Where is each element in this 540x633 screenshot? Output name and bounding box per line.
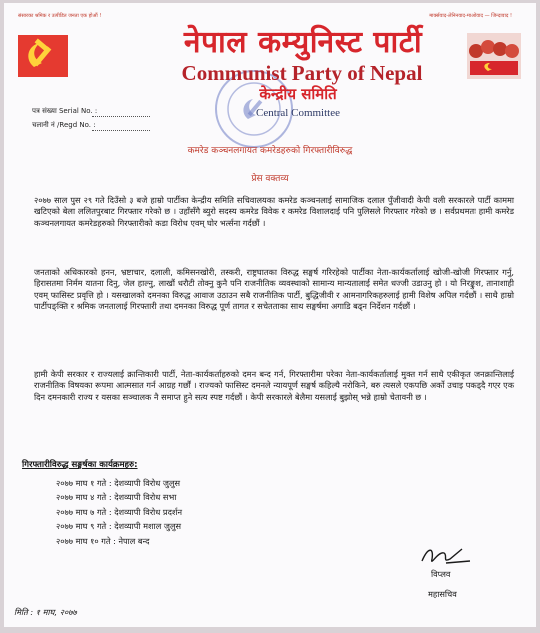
hammer-sickle-icon	[16, 31, 72, 81]
program-item: २०७७ माघ १० गते : नेपाल बन्द	[56, 535, 150, 546]
handwritten-signature	[416, 541, 476, 569]
document-type: प्रेस वक्तव्य	[251, 174, 289, 184]
slogan-right: मार्क्सवाद-लेनिनवाद-माओवाद — जिन्दावाद !	[429, 13, 512, 19]
signatory-name: विप्लव	[431, 569, 451, 579]
program-item: २०७७ माघ ४ गते : देशव्यापी विरोध सभा	[56, 492, 177, 503]
program-item: २०७७ माघ ७ गते : देशव्यापी विरोध प्रदर्शन	[56, 506, 183, 517]
serial-no-label: पत्र संख्या Serial No. :	[32, 107, 98, 115]
committee-en: Central Committee	[255, 107, 340, 119]
program-item: २०७७ माघ १ गते : देशव्यापी विरोध जुलुस	[56, 478, 181, 488]
slogan-left: संसारका श्रमिक र उत्पीडित जनता एक होऔं !	[18, 13, 102, 19]
programs-title: गिरफ्तारीविरुद्ध सङ्घर्षका कार्यक्रमहरु:	[22, 460, 138, 470]
leaders-portrait-icon	[466, 31, 522, 81]
programs-list	[56, 476, 182, 548]
regd-no-line	[92, 130, 150, 131]
serial-no-line	[92, 116, 150, 117]
regd-no-label: चलानी नं /Regd No. :	[32, 121, 96, 129]
paragraph-3: हामी केपी सरकार र राज्यलाई क्रान्तिकारी पार्टी, नेता-कार्यकर्ताहरुको दमन बन्द गर्न, गिरफ्तारीमा परेका नेता-कार्यकर्तालाई मुक्त गर्न साथै एकीकृत जनक्रान्तिलाई राजनीतिक विषयका रूपमा आत्मसात गर्न आग्रह गर्छौं । राज्यको फासिस्ट दमनले न्यायपूर्ण सङ्घर्ष कहिल्यै नरोकिने, बरु त्यसले एकपछि अर्को उचाइ पकड्दै गएर एक दिन दमनकारी राज्य र यसका सञ्चालक नै समाप्त हुने सत्य स्पष्ट गर्दछौं । केपी सरकारले बेलैमा यसलाई बुझोस् भन्ने हाम्रो चेतावनी छ ।	[34, 369, 514, 402]
committee-np: केन्द्रीय समिति	[259, 85, 337, 103]
document-date: मिति : १ माघ, २०७७	[14, 607, 77, 617]
program-item: २०७७ माघ ९ गते : देशव्यापी मशाल जुलुस	[56, 521, 182, 532]
paragraph-2: जनताको अधिकारको हनन, भ्रष्टाचार, दलाली, कमिसनखोरी, तस्करी, राष्ट्रघातका विरुद्ध सङ्घर्ष गरिरहेको पार्टीका नेता-कार्यकर्तालाई खोजी-खोजी गिरफ्तार गर्नु, हिरासतमा निर्मम यातना दिनु, जेल हाल्नु, लाखौं धरौटी तोक्नु कुनै पनि राजनीतिक व्यवस्थाको सामान्य मान्यतालाई समेत धज्जी उडाउनु हो । यो निरङ्कुश, तानाशाही एवम् फासिस्ट प्रवृत्ति हो । यसखालको दमनका विरुद्ध आवाज उठाउन सबै राजनीतिक पार्टी, बुद्धिजीवी र आमनागरिकहरुलाई हामी विशेष अपिल गर्दछौं । साथै हाम्रो पार्टीपङ्क्ति र श्रमिक जनतालाई गिरफ्तारी तथा दमनका विरुद्ध पूर्ण तागत र सचेतताका साथ सङ्घर्षमा अगाडि बढ्न निर्देशन गर्दछौं ।	[34, 267, 514, 312]
party-name-np: नेपाल कम्युनिस्ट पार्टी	[183, 25, 423, 60]
party-name-en: Communist Party of Nepal	[181, 61, 423, 85]
signatory-title: महासचिव	[428, 589, 457, 599]
press-statement-page	[4, 3, 536, 627]
paragraph-1: २०७७ साल पुस २९ गते दिउँसो ३ बजे हाम्रो पार्टीका केन्द्रीय समिति सचिवालयका कमरेड कञ्चनलाई सामाजिक दलाल पुँजीवादी केपी वली सरकारले पार्टी काममा खटिएको बेला ललितपुरबाट गिरफ्तार गरेको छ । उहाँसँगै ब्युरो सदस्य कमरेड विवेक र कमरेड विशालदाई पनि पुलिसले गिरफ्तार गरेको छ । सर्वप्रथमतः हामी कमरेड कञ्चनलगायत कमरेडहरुको गिरफ्तारीको कडा विरोध एवम् घोर भर्त्सना गर्दछौं ।	[34, 195, 514, 228]
subject-line: कमरेड कञ्चनलगायत कमरेडहरुको गिरफ्तारीविरुद्ध	[187, 146, 353, 156]
